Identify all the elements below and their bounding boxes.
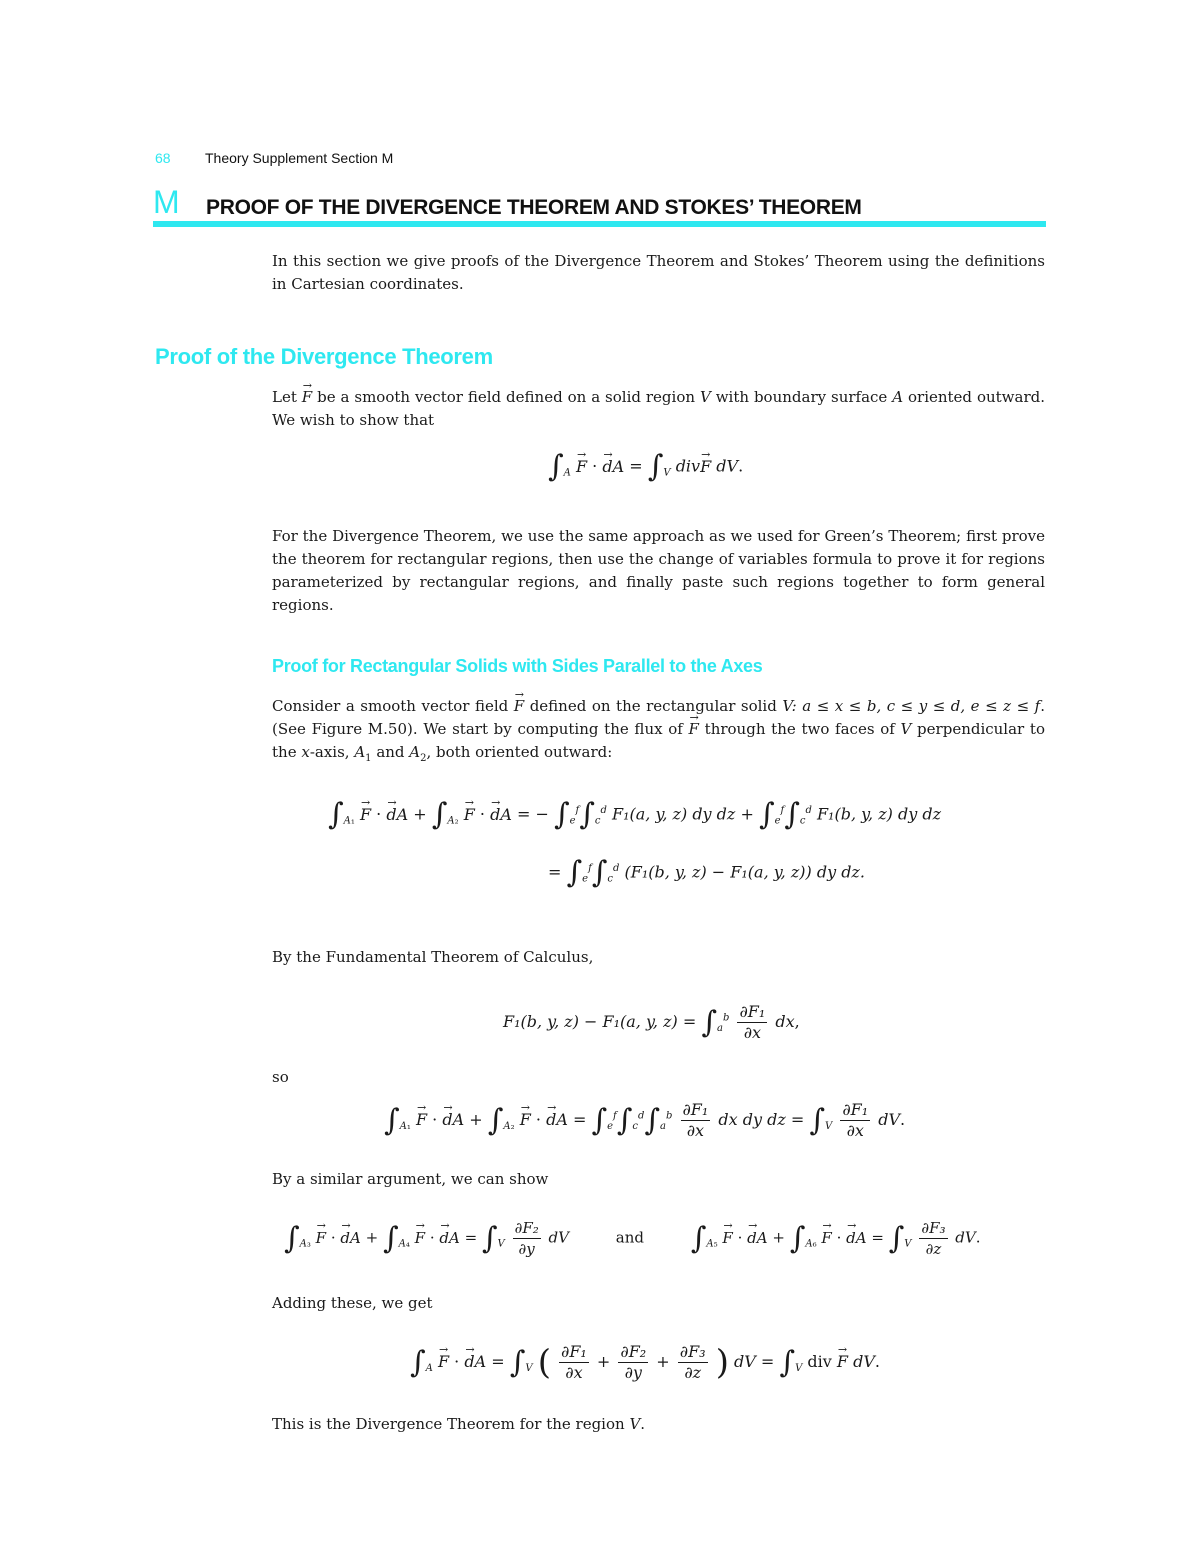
heading-rectangular-solids: Proof for Rectangular Solids with Sides Parallel to the Axes [272, 656, 763, 676]
section-rule [153, 221, 1046, 227]
equation-divergence-theorem: $\int_A$ F → · dA → = $\int_V$ divF → dV. [548, 452, 743, 485]
equation-final: $\int_A$ F → · dA → = $\int_V$ ( $\frac{\text{∂F₁}}{\partial x}$ + $\frac{\text{∂F₂}}{\partial y}$ + $\frac{\text{∂F₃}}{\partial z}$ ) dV = $\int_V$ div F → dV. [410, 1342, 880, 1383]
page-number: 68 [155, 150, 171, 166]
paragraph-adding: Adding these, we get [272, 1294, 433, 1312]
paragraph-so: so [272, 1068, 289, 1086]
running-title: Theory Supplement Section M [205, 150, 394, 166]
paragraph-let: Let F → be a smooth vector field defined on a solid region V with boundary surface A oriented outward. We wish to show that [272, 386, 1045, 432]
equation-flux-faces: $\int_{A_1}$ F → · dA → + $\int_{A_2}$ F → · dA → = − $\int_e^f\int_c^d$ F₁(a, y, z) dy dz + $\int_e^f\int_c^d$ F₁(b, y, z) dy dz [328, 800, 941, 833]
paragraph-approach: For the Divergence Theorem, we use the same approach as we used for Green’s Theorem; first prove the theorem for rectangular regions, then use the change of variables formula to prove it for regions parameterized by rectangular regions, and finally paste such regions together to form general regions. [272, 527, 1045, 614]
paragraph-ftc: By the Fundamental Theorem of Calculus, [272, 948, 594, 966]
equation-flux-x-faces: $\int_{A_1}$ F → · dA → + $\int_{A_2}$ F → · dA → = $\int_e^f\int_c^d\int_a^b$ $\frac{\text{∂F₁}}{\partial x}$ dx dy dz = $\int_V$ $\frac{\text{∂F₁}}{\partial x}$ dV. [384, 1100, 905, 1141]
equation-flux-y-z-faces: $\int_{A_3}$ F → · dA → + $\int_{A_4}$ F → · dA → = $\int_V$ $\frac{\text{∂F₂}}{\partial y}$ dV and $\int_{A_5}$ F → · dA → + $\int_{A_6}$ F → · dA → = $\int_V$ $\frac{\text{∂F₃}}{\partial z}$ dV. [284, 1218, 981, 1259]
integral-sign: ∫ [647, 449, 664, 484]
integral-sign: ∫ [548, 449, 564, 484]
section-title: PROOF OF THE DIVERGENCE THEOREM AND STOKES’ THEOREM [206, 196, 862, 219]
heading-divergence-proof: Proof of the Divergence Theorem [155, 344, 493, 369]
paragraph-consider: Consider a smooth vector field F → defined on the rectangular solid V: a ≤ x ≤ b, c ≤ y ≤ d, e ≤ z ≤ f. (See Figure M.50). We start by computing the flux of F → through the two faces of V perpendicular to the x-axis, $A_1$ and $A_2$, both oriented outward: [272, 695, 1045, 770]
section-letter: M [153, 184, 180, 220]
equation-ftc: F₁(b, y, z) − F₁(a, y, $z) = \int_a^b$ $\frac{\text{∂F₁}}{\partial x}$ dx, [503, 1002, 800, 1042]
word-and: and [615, 1228, 644, 1247]
equation-flux-difference: = $\int_e^f\int_c^d$ (F₁(b, y, z) − F₁(a, y, z)) dy dz. [548, 855, 865, 890]
paragraph-conclusion: This is the Divergence Theorem for the region V. [272, 1415, 646, 1433]
paragraph-similar: By a similar argument, we can show [272, 1170, 549, 1188]
running-header [155, 150, 393, 166]
intro-paragraph: In this section we give proofs of the Divergence Theorem and Stokes’ Theorem using the definitions in Cartesian coordinates. [272, 252, 1045, 293]
